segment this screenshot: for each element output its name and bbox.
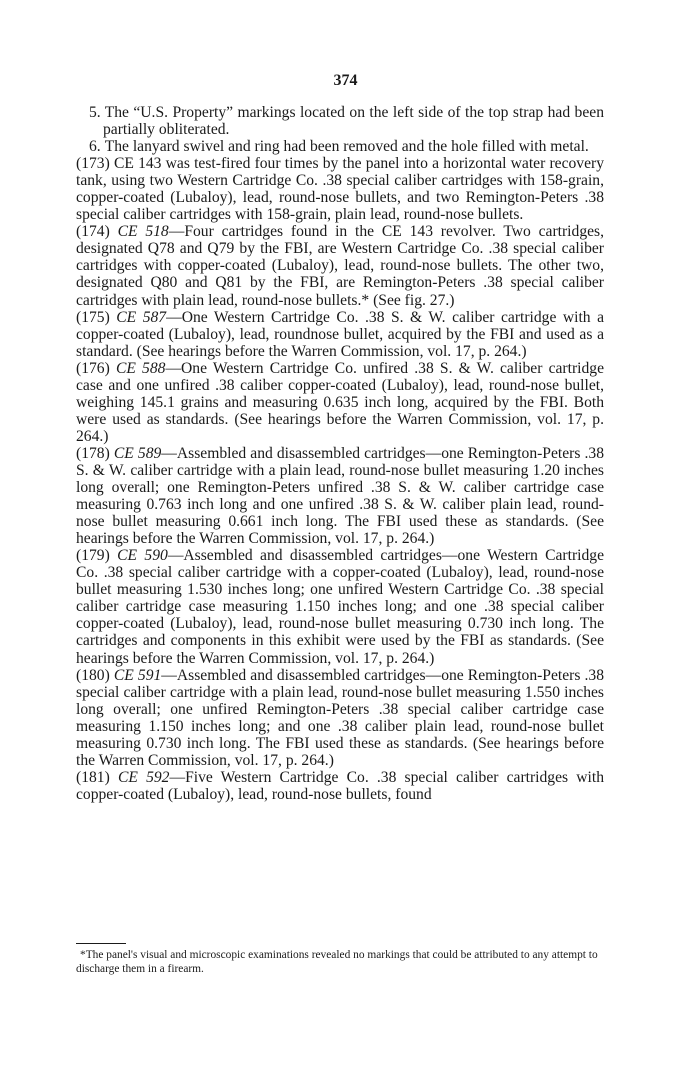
- paragraph-number: (180): [76, 666, 110, 684]
- item-number: 5.: [89, 104, 101, 121]
- paragraph-text: CE 143 was test-fired four times by the panel into a horizontal water recovery tank, using two Western Cartridge Co. .38 special caliber cartridges with 158-grain, copper-coated (Lubaloy), lead, round-nose bullets, and two Remington-Peters .38 special caliber cartridges with 158-grain, plain lead, round-nose bullets.: [76, 155, 604, 224]
- paragraph-number: (178): [76, 444, 110, 462]
- paragraph-176: [76, 360, 604, 445]
- paragraph-number: (173): [76, 155, 110, 173]
- paragraph-text: —Assembled and disassembled cartridges—one Western Cartridge Co. .38 special caliber cartridge with a copper-coated (Lubaloy), lead, round-nose bullet measuring 1.530 inches long; one unfired Western Cartridge Co. .38 special caliber cartridge case measuring 1.150 inches long; and one .38 special caliber copper-coated (Lubaloy), lead, round-nose bullet measuring 0.730 inch long. The cartridges and components in this exhibit were used by the FBI as standards. (See hearings before the Warren Commission, vol. 17, p. 264.): [76, 547, 605, 667]
- paragraph-number: (181): [76, 768, 110, 786]
- paragraph-text: —Assembled and disassembled cartridges—one Remington-Peters .38 special caliber cartridge with a plain lead, round-nose bullet measuring 1.550 inches long overall; one unfired Remington-Peters .38 special caliber cartridge case measuring 1.150 inches long; and one .38 caliber plain lead, round-nose bullet measuring 0.730 inch long. The FBI used these as standards. (See hearings before the Warren Commission, vol. 17, p. 264.): [76, 666, 605, 769]
- paragraph-text: —One Western Cartridge Co. .38 S. & W. caliber cartridge with a copper-coated (Lubaloy), lead, roundnose bullet, acquired by the FBI and used as a standard. (See hearings before the Warren Commission, vol. 17, p. 264.): [76, 308, 604, 360]
- paragraph-number: (175): [76, 308, 110, 326]
- paragraph-178: [76, 445, 604, 547]
- paragraph-179: [76, 547, 604, 666]
- paragraph-text: —Five Western Cartridge Co. .38 special caliber cartridges with copper-coated (Lubaloy), lead, round-nose bullets, found: [76, 768, 604, 803]
- paragraph-number: (179): [76, 547, 110, 565]
- item-number: 6.: [89, 138, 101, 156]
- list-item: [76, 104, 604, 138]
- paragraph-174: [76, 223, 604, 308]
- paragraph-text: —One Western Cartridge Co. unfired .38 S. & W. caliber cartridge case and one unfired .38 caliber copper-coated (Lubaloy), lead, round-nose bullet, weighing 145.1 grains and measuring 0.635 inch long, acquired by the FBI. Both were used as standards. (See hearings before the Warren Commission, vol. 17, p. 264.): [76, 359, 604, 445]
- exhibit-label: CE 592: [117, 768, 170, 786]
- paragraph-175: [76, 309, 604, 360]
- paragraph-text: —Assembled and disassembled cartridges—one Remington-Peters .38 S. & W. caliber cartridge with a plain lead, round-nose bullet measuring 1.20 inches long overall; one Remington-Peters unfired .38 S. & W. caliber cartridge case measuring 0.763 inch long and one unfired .38 S. & W. caliber plain lead, round-nose bullet measuring 0.661 inch long. The FBI used these as standards. (See hearings before the Warren Commission, vol. 17, p. 264.): [76, 444, 605, 548]
- list-item: [76, 138, 604, 155]
- paragraph-number: (174): [76, 223, 110, 241]
- exhibit-label: CE 518: [117, 223, 169, 241]
- item-text: The lanyard swivel and ring had been removed and the hole filled with metal.: [104, 138, 589, 156]
- paragraph-text: —Four cartridges found in the CE 143 revolver. Two cartridges, designated Q78 and Q79 by the FBI, are Western Cartridge Co. .38 special caliber cartridges with copper-coated (Lubaloy), lead, round-nose bullets. The other two, designated Q80 and Q81 by the FBI, are Remington-Peters .38 special caliber cartridges with plain lead, round-nose bullets.* (See fig. 27.): [76, 223, 604, 309]
- paragraph-173: [76, 155, 604, 223]
- body-text: [76, 104, 604, 803]
- exhibit-label: CE 591: [113, 666, 162, 684]
- exhibit-label: CE 588: [115, 359, 166, 377]
- footnote-divider: [76, 943, 126, 944]
- exhibit-label: CE 589: [113, 444, 162, 462]
- item-text: The “U.S. Property” markings located on the left side of the top strap had been partially obliterated.: [103, 104, 604, 139]
- exhibit-label: CE 590: [117, 547, 168, 565]
- paragraph-180: [76, 667, 604, 769]
- page-number: 374: [333, 72, 358, 89]
- paragraph-number: (176): [76, 359, 110, 377]
- paragraph-181: [76, 769, 604, 803]
- footnote: *The panel's visual and microscopic examinations revealed no markings that could be attributed to any attempt to discharge them in a firearm.: [76, 949, 598, 975]
- exhibit-label: CE 587: [116, 308, 167, 326]
